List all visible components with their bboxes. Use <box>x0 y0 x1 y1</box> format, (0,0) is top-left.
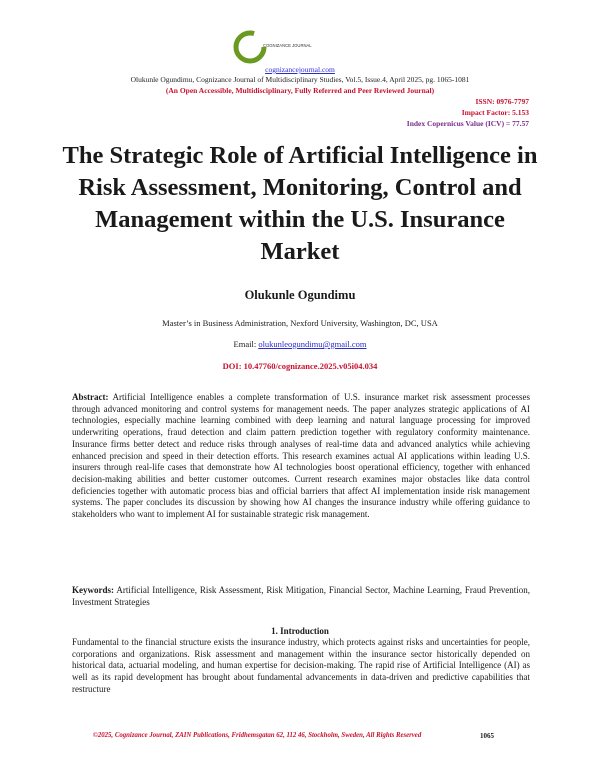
abstract <box>72 392 530 521</box>
citation-line: Olukunle Ogundimu, Cognizance Journal of Multidisciplinary Studies, Vol.5, Issue.4, April 2025, pg. 1065-1081 <box>130 75 470 84</box>
impact-factor: Impact Factor: 5.153 <box>461 108 529 117</box>
issn: ISSN: 0976-7797 <box>475 97 529 106</box>
footer-copyright: ©2025, Cognizance Journal, ZAIN Publications, Fridhemsgatan 62, 112 46, Stockholm, Sweden, All Rights Reserved <box>92 732 422 739</box>
author-affiliation: Master’s in Business Administration, Nexford University, Washington, DC, USA <box>162 318 438 328</box>
section-heading-introduction: 1. Introduction <box>271 626 329 636</box>
keywords-label: Keywords: <box>72 585 114 595</box>
author-name: Olukunle Ogundimu <box>244 288 356 302</box>
abstract-label: Abstract: <box>72 392 109 402</box>
logo-text: COGNIZANCE JOURNAL <box>263 43 312 48</box>
page-number: 1065 <box>480 732 494 740</box>
doi[interactable]: DOI: 10.47760/cognizance.2025.v05i04.034 <box>222 361 378 371</box>
journal-logo <box>233 30 312 64</box>
journal-site-link[interactable]: cognizancejournal.com <box>265 65 335 74</box>
introduction-text: Fundamental to the financial structure exists the insurance industry, which protects against risks and uncertainties for people, corporations and organizations. Risk assessment and management within the insurance sector historically depended on historical data, actuarial modeling, and human expertise for decision-making. The rapid rise of Artificial Intelligence (AI) as well as its rapid development has brought about fundamental advancements in data-driven and predictive capabilities that restructure <box>72 637 530 694</box>
paper-title: The Strategic Role of Artificial Intelligence in Risk Assessment, Monitoring, Control and Management within the U.S. Insurance Market <box>62 142 538 265</box>
email-link[interactable]: olukunleogundimu@gmail.com <box>258 339 367 349</box>
icv-value: Index Copernicus Value (ICV) = 77.57 <box>406 119 529 128</box>
keywords-text: Artificial Intelligence, Risk Assessment, Risk Mitigation, Financial Sector, Machine Learning, Fraud Prevention, Investment Strategies <box>72 585 530 607</box>
keywords <box>72 585 530 608</box>
email-label: Email: <box>233 339 257 349</box>
open-access-line: (An Open Accessible, Multidisciplinary, Fully Referred and Peer Reviewed Journal) <box>165 86 435 95</box>
abstract-text: Artificial Intelligence enables a complete transformation of U.S. insurance market risk assessment processes through advanced monitoring and control systems for management needs. The paper analyzes strategic applications of AI technologies, especially machine learning combined with deep learning and natural language processing for improved underwriting operations, fraud detection and claim pattern prediction together with regulatory conformity maintenance. Insurance firms better detect and reduce risks through analyses of real-time data and advanced analytics while achieving enhanced precision and speed in their detection efforts. This research examines actual AI applications within leading U.S. insurers through real-life cases that demonstrate how AI technologies boost operational efficiency, together with enhanced decision-making abilities and better customer outcomes. Current research examines major obstacles like data control deficiencies together with automatic process bias and official barriers that affect AI implementation inside risk management systems. The paper concludes its discussion by showing how AI changes the insurance industry while offering guidance to stakeholders who want to implement AI for sustainable strategic risk management. <box>72 392 530 520</box>
author-email <box>0 339 600 349</box>
